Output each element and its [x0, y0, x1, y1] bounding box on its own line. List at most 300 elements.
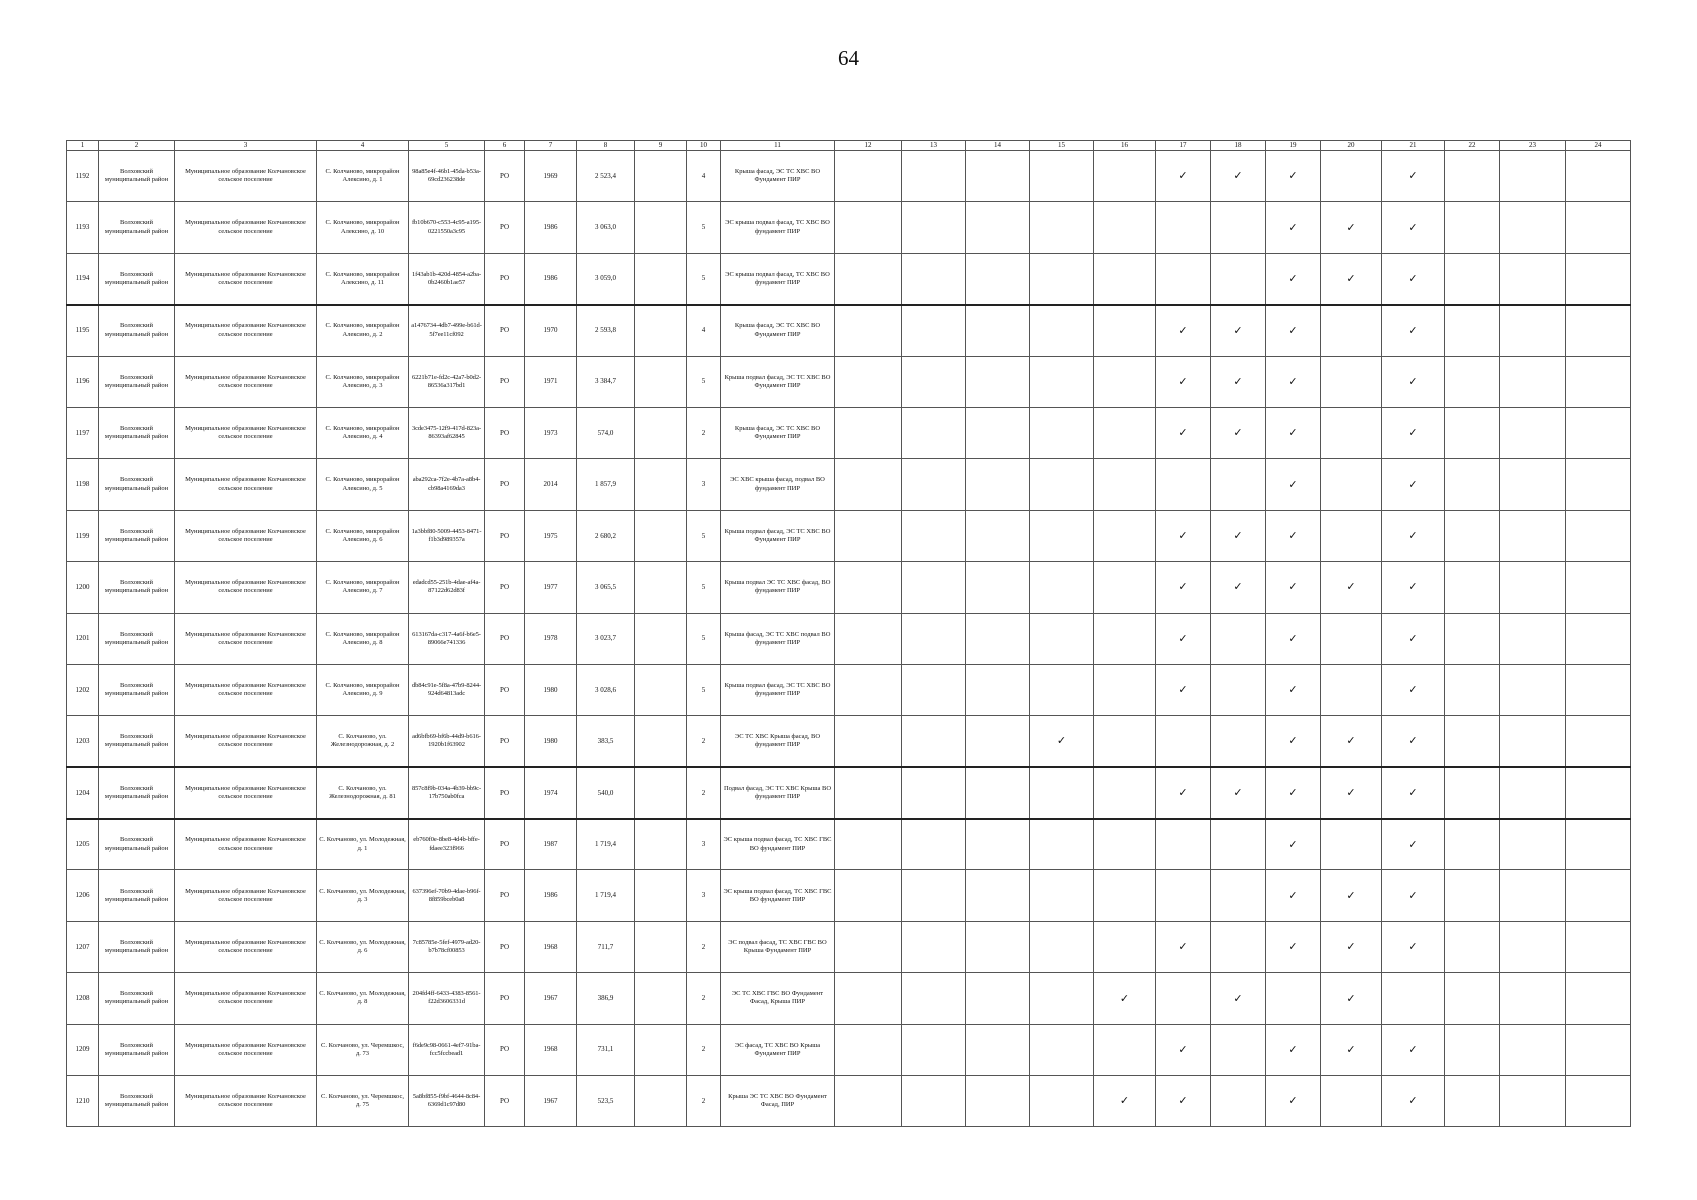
col10-cell: 3 [687, 459, 721, 510]
row-number: 1192 [67, 151, 99, 202]
col22-cell [1445, 870, 1500, 921]
col16-cell [1094, 253, 1156, 304]
house-code-cell: eb760f0e-8be8-4d4b-bffe-fdaee323f966 [409, 819, 485, 870]
col17-cell [1156, 562, 1211, 613]
checkmark-icon: ✓ [1288, 683, 1298, 697]
col17-cell [1156, 356, 1211, 407]
col19-cell [1266, 151, 1321, 202]
col14-cell [966, 562, 1030, 613]
row-number: 1199 [67, 510, 99, 561]
checkmark-icon: ✓ [1408, 683, 1418, 697]
table-row [67, 562, 1631, 613]
row-number: 1202 [67, 664, 99, 715]
year-cell: 1978 [525, 613, 577, 664]
col18-cell [1211, 356, 1266, 407]
checkmark-icon: ✓ [1288, 1094, 1298, 1108]
col22-cell [1445, 356, 1500, 407]
address-cell: С. Колчаново, ул. Черемшкос, д. 73 [317, 1024, 409, 1075]
area-cell: 523,5 [577, 1076, 635, 1127]
col14-cell [966, 870, 1030, 921]
col16-cell [1094, 664, 1156, 715]
area-cell: 711,7 [577, 921, 635, 972]
checkmark-icon: ✓ [1408, 374, 1418, 388]
col19-cell [1266, 356, 1321, 407]
year-cell: 1975 [525, 510, 577, 561]
district-cell: Волховский муниципальный район [99, 510, 175, 561]
col21-cell [1382, 664, 1445, 715]
checkmark-icon: ✓ [1233, 169, 1243, 183]
col22-cell [1445, 1076, 1500, 1127]
col13-cell [902, 767, 966, 818]
row-number: 1208 [67, 973, 99, 1024]
col13-cell [902, 613, 966, 664]
checkmark-icon: ✓ [1119, 1094, 1130, 1108]
col9-cell [635, 151, 687, 202]
col20-cell [1321, 151, 1382, 202]
col9-cell [635, 613, 687, 664]
col17-cell [1156, 1076, 1211, 1127]
col19-cell [1266, 459, 1321, 510]
address-cell: С. Колчаново, микрорайон Алексино, д. 3 [317, 356, 409, 407]
year-cell: 1977 [525, 562, 577, 613]
col10-cell: 4 [687, 305, 721, 356]
municipality-cell: Муниципальное образование Колчановское сельское поселение [175, 202, 317, 253]
housing-table [66, 140, 1631, 1127]
col19-cell [1266, 407, 1321, 458]
col22-cell [1445, 202, 1500, 253]
col19-cell [1266, 973, 1321, 1024]
col20-cell [1321, 1024, 1382, 1075]
district-cell: Волховский муниципальный район [99, 562, 175, 613]
municipality-cell: Муниципальное образование Колчановское сельское поселение [175, 716, 317, 767]
col13-cell [902, 664, 966, 715]
col22-cell [1445, 510, 1500, 561]
checkmark-icon: ✓ [1346, 580, 1356, 594]
col22-cell [1445, 716, 1500, 767]
area-cell: 386,9 [577, 973, 635, 1024]
checkmark-icon: ✓ [1408, 220, 1418, 234]
col24-cell [1566, 459, 1631, 510]
col20-cell [1321, 1076, 1382, 1127]
checkmark-icon: ✓ [1178, 426, 1188, 440]
col23-cell [1500, 407, 1566, 458]
house-code-cell: f6de9c98-0661-4ef7-91ba-fcc5fccbead1 [409, 1024, 485, 1075]
works-cell: ЭС подвал фасад, ТС ХВС ГВС ВО Крыша Фундамент ПИР [721, 921, 835, 972]
municipality-cell: Муниципальное образование Колчановское сельское поселение [175, 819, 317, 870]
col17-cell [1156, 253, 1211, 304]
col21-cell [1382, 973, 1445, 1024]
col19-cell [1266, 767, 1321, 818]
house-code-cell: db84c91e-5f8a-47b9-8244-924d64813adc [409, 664, 485, 715]
column-header-17: 17 [1156, 141, 1211, 151]
table-row [67, 819, 1631, 870]
col15-cell [1030, 921, 1094, 972]
column-header-6: 6 [485, 141, 525, 151]
col23-cell [1500, 1024, 1566, 1075]
year-cell: 1968 [525, 1024, 577, 1075]
table-body [67, 151, 1631, 1127]
checkmark-icon: ✓ [1178, 529, 1188, 543]
col15-cell [1030, 1024, 1094, 1075]
address-cell: С. Колчаново, микрорайон Алексино, д. 5 [317, 459, 409, 510]
col17-cell [1156, 819, 1211, 870]
col21-cell [1382, 716, 1445, 767]
col18-cell [1211, 1024, 1266, 1075]
table-row [67, 716, 1631, 767]
col12-cell [835, 973, 902, 1024]
checkmark-icon: ✓ [1346, 220, 1356, 234]
col18-cell [1211, 305, 1266, 356]
works-cell: Крыша ЭС ТС ХВС ВО Фундамент Фасад, ПИР [721, 1076, 835, 1127]
table-row [67, 151, 1631, 202]
municipality-cell: Муниципальное образование Колчановское сельское поселение [175, 151, 317, 202]
year-cell: 1986 [525, 202, 577, 253]
col15-cell [1030, 407, 1094, 458]
col9-cell [635, 1076, 687, 1127]
col12-cell [835, 716, 902, 767]
type-cell: РО [485, 510, 525, 561]
checkmark-icon: ✓ [1346, 888, 1356, 902]
col24-cell [1566, 870, 1631, 921]
checkmark-icon: ✓ [1178, 940, 1188, 954]
table-row [67, 202, 1631, 253]
column-header-10: 10 [687, 141, 721, 151]
col19-cell [1266, 202, 1321, 253]
checkmark-icon: ✓ [1288, 580, 1298, 594]
works-cell: ЭС крыша подвал фасад, ТС ХВС ВО фундамент ПИР [721, 253, 835, 304]
col9-cell [635, 664, 687, 715]
col19-cell [1266, 305, 1321, 356]
checkmark-icon: ✓ [1408, 1094, 1418, 1108]
col17-cell [1156, 921, 1211, 972]
column-header-21: 21 [1382, 141, 1445, 151]
col24-cell [1566, 1076, 1631, 1127]
house-code-cell: 637396ef-70b9-4dae-b96f-8f859bceb0a8 [409, 870, 485, 921]
checkmark-icon: ✓ [1119, 991, 1130, 1005]
municipality-cell: Муниципальное образование Колчановское сельское поселение [175, 1024, 317, 1075]
col22-cell [1445, 253, 1500, 304]
house-code-cell: 613167da-c317-4a6f-b6e5-89066e741336 [409, 613, 485, 664]
col24-cell [1566, 613, 1631, 664]
district-cell: Волховский муниципальный район [99, 305, 175, 356]
table-row [67, 305, 1631, 356]
house-code-cell: ad6bfb69-bf6b-44d9-b616-1920b1f63902 [409, 716, 485, 767]
col13-cell [902, 356, 966, 407]
col12-cell [835, 407, 902, 458]
checkmark-icon: ✓ [1408, 529, 1418, 543]
municipality-cell: Муниципальное образование Колчановское сельское поселение [175, 562, 317, 613]
municipality-cell: Муниципальное образование Колчановское сельское поселение [175, 253, 317, 304]
col12-cell [835, 613, 902, 664]
row-number: 1204 [67, 767, 99, 818]
table-row [67, 973, 1631, 1024]
row-number: 1207 [67, 921, 99, 972]
col18-cell [1211, 459, 1266, 510]
municipality-cell: Муниципальное образование Колчановское сельское поселение [175, 305, 317, 356]
table-row [67, 407, 1631, 458]
col10-cell: 3 [687, 819, 721, 870]
col18-cell [1211, 819, 1266, 870]
col9-cell [635, 819, 687, 870]
col12-cell [835, 664, 902, 715]
col9-cell [635, 716, 687, 767]
col24-cell [1566, 716, 1631, 767]
col23-cell [1500, 1076, 1566, 1127]
column-header-7: 7 [525, 141, 577, 151]
checkmark-icon: ✓ [1233, 529, 1243, 543]
col10-cell: 2 [687, 716, 721, 767]
area-cell: 2 593,8 [577, 305, 635, 356]
col13-cell [902, 151, 966, 202]
works-cell: Крыша фасад, ЭС ТС ХВС ВО Фундамент ПИР [721, 151, 835, 202]
col14-cell [966, 716, 1030, 767]
row-number: 1206 [67, 870, 99, 921]
col9-cell [635, 305, 687, 356]
district-cell: Волховский муниципальный район [99, 716, 175, 767]
checkmark-icon: ✓ [1056, 734, 1067, 748]
house-code-cell: 204fd4ff-6433-4383-8561-f22d3606331d [409, 973, 485, 1024]
type-cell: РО [485, 253, 525, 304]
col13-cell [902, 819, 966, 870]
checkmark-icon: ✓ [1233, 426, 1243, 440]
works-cell: ЭС крыша подвал фасад, ТС ХВС ГВС ВО фундамент ПИР [721, 819, 835, 870]
col19-cell [1266, 510, 1321, 561]
col16-cell [1094, 819, 1156, 870]
col20-cell [1321, 613, 1382, 664]
checkmark-icon: ✓ [1288, 529, 1298, 543]
col21-cell [1382, 819, 1445, 870]
district-cell: Волховский муниципальный район [99, 1076, 175, 1127]
house-code-cell: 1f43ab1b-420d-4854-a2ba-0b2460b1ae57 [409, 253, 485, 304]
col15-cell [1030, 356, 1094, 407]
row-number: 1205 [67, 819, 99, 870]
works-cell: Крыша фасад, ЭС ТС ХВС подвал ВО фундамент ПИР [721, 613, 835, 664]
col14-cell [966, 973, 1030, 1024]
district-cell: Волховский муниципальный район [99, 767, 175, 818]
col23-cell [1500, 356, 1566, 407]
address-cell: С. Колчаново, ул. Железнодорожная, д. 2 [317, 716, 409, 767]
col10-cell: 5 [687, 253, 721, 304]
column-header-24: 24 [1566, 141, 1631, 151]
col21-cell [1382, 151, 1445, 202]
col15-cell [1030, 973, 1094, 1024]
district-cell: Волховский муниципальный район [99, 664, 175, 715]
col12-cell [835, 151, 902, 202]
col16-cell [1094, 356, 1156, 407]
type-cell: РО [485, 921, 525, 972]
col20-cell [1321, 921, 1382, 972]
checkmark-icon: ✓ [1288, 786, 1298, 799]
col20-cell [1321, 819, 1382, 870]
type-cell: РО [485, 767, 525, 818]
col9-cell [635, 459, 687, 510]
works-cell: Крыша подвал фасад, ЭС ТС ХВС ВО фундамент ПИР [721, 664, 835, 715]
district-cell: Волховский муниципальный район [99, 253, 175, 304]
col13-cell [902, 305, 966, 356]
col18-cell [1211, 151, 1266, 202]
col24-cell [1566, 1024, 1631, 1075]
area-cell: 3 384,7 [577, 356, 635, 407]
type-cell: РО [485, 407, 525, 458]
col10-cell: 5 [687, 356, 721, 407]
district-cell: Волховский муниципальный район [99, 870, 175, 921]
col18-cell [1211, 202, 1266, 253]
col21-cell [1382, 562, 1445, 613]
col14-cell [966, 1024, 1030, 1075]
district-cell: Волховский муниципальный район [99, 1024, 175, 1075]
col10-cell: 2 [687, 1076, 721, 1127]
works-cell: ЭС фасад, ТС ХВС ВО Крыша Фундамент ПИР [721, 1024, 835, 1075]
col13-cell [902, 253, 966, 304]
area-cell: 1 857,9 [577, 459, 635, 510]
col20-cell [1321, 716, 1382, 767]
col24-cell [1566, 356, 1631, 407]
type-cell: РО [485, 305, 525, 356]
municipality-cell: Муниципальное образование Колчановское сельское поселение [175, 356, 317, 407]
col17-cell [1156, 716, 1211, 767]
type-cell: РО [485, 1076, 525, 1127]
col9-cell [635, 510, 687, 561]
col9-cell [635, 870, 687, 921]
col23-cell [1500, 716, 1566, 767]
checkmark-icon: ✓ [1178, 786, 1188, 799]
col15-cell [1030, 151, 1094, 202]
col10-cell: 5 [687, 202, 721, 253]
house-code-cell: 3cde3475-12f9-417d-823a-86393af62845 [409, 407, 485, 458]
col16-cell [1094, 870, 1156, 921]
col23-cell [1500, 819, 1566, 870]
checkmark-icon: ✓ [1408, 426, 1418, 440]
house-code-cell: 98a85e4f-46b1-45da-b53a-69cd236238de [409, 151, 485, 202]
checkmark-icon: ✓ [1178, 1094, 1188, 1108]
checkmark-icon: ✓ [1288, 477, 1298, 491]
col10-cell: 2 [687, 767, 721, 818]
area-cell: 2 523,4 [577, 151, 635, 202]
col10-cell: 5 [687, 613, 721, 664]
column-header-15: 15 [1030, 141, 1094, 151]
checkmark-icon: ✓ [1233, 991, 1243, 1005]
year-cell: 1970 [525, 305, 577, 356]
checkmark-icon: ✓ [1408, 169, 1418, 183]
year-cell: 1974 [525, 767, 577, 818]
checkmark-icon: ✓ [1233, 323, 1243, 337]
col17-cell [1156, 407, 1211, 458]
checkmark-icon: ✓ [1288, 169, 1298, 183]
district-cell: Волховский муниципальный район [99, 407, 175, 458]
district-cell: Волховский муниципальный район [99, 459, 175, 510]
col19-cell [1266, 716, 1321, 767]
col16-cell [1094, 1076, 1156, 1127]
checkmark-icon: ✓ [1346, 940, 1356, 954]
house-code-cell: fb10b670-c553-4c95-a195-0221550a3c95 [409, 202, 485, 253]
column-header-4: 4 [317, 141, 409, 151]
house-code-cell: 857c8f9b-034a-4b39-bb9c-17b750ab0fca [409, 767, 485, 818]
col21-cell [1382, 613, 1445, 664]
col9-cell [635, 253, 687, 304]
col20-cell [1321, 664, 1382, 715]
col9-cell [635, 921, 687, 972]
col18-cell [1211, 973, 1266, 1024]
col23-cell [1500, 510, 1566, 561]
col18-cell [1211, 767, 1266, 818]
col16-cell [1094, 510, 1156, 561]
type-cell: РО [485, 819, 525, 870]
col19-cell [1266, 870, 1321, 921]
row-number: 1203 [67, 716, 99, 767]
col21-cell [1382, 253, 1445, 304]
type-cell: РО [485, 202, 525, 253]
row-number: 1198 [67, 459, 99, 510]
col18-cell [1211, 613, 1266, 664]
col16-cell [1094, 767, 1156, 818]
col19-cell [1266, 921, 1321, 972]
address-cell: С. Колчаново, микрорайон Алексино, д. 4 [317, 407, 409, 458]
col18-cell [1211, 1076, 1266, 1127]
checkmark-icon: ✓ [1288, 940, 1298, 954]
col19-cell [1266, 613, 1321, 664]
checkmark-icon: ✓ [1233, 786, 1243, 799]
checkmark-icon: ✓ [1288, 374, 1298, 388]
type-cell: РО [485, 356, 525, 407]
col16-cell [1094, 202, 1156, 253]
col14-cell [966, 305, 1030, 356]
checkmark-icon: ✓ [1408, 271, 1418, 285]
col9-cell [635, 407, 687, 458]
col12-cell [835, 1076, 902, 1127]
col21-cell [1382, 305, 1445, 356]
col18-cell [1211, 562, 1266, 613]
area-cell: 3 023,7 [577, 613, 635, 664]
col24-cell [1566, 151, 1631, 202]
col16-cell [1094, 407, 1156, 458]
col22-cell [1445, 151, 1500, 202]
col10-cell: 3 [687, 870, 721, 921]
table-row [67, 253, 1631, 304]
col17-cell [1156, 305, 1211, 356]
year-cell: 1968 [525, 921, 577, 972]
col14-cell [966, 202, 1030, 253]
municipality-cell: Муниципальное образование Колчановское сельское поселение [175, 1076, 317, 1127]
col14-cell [966, 819, 1030, 870]
checkmark-icon: ✓ [1408, 323, 1418, 337]
col24-cell [1566, 819, 1631, 870]
row-number: 1210 [67, 1076, 99, 1127]
type-cell: РО [485, 664, 525, 715]
col21-cell [1382, 407, 1445, 458]
col20-cell [1321, 407, 1382, 458]
col15-cell [1030, 510, 1094, 561]
col23-cell [1500, 562, 1566, 613]
checkmark-icon: ✓ [1178, 323, 1188, 337]
col15-cell [1030, 305, 1094, 356]
column-header-19: 19 [1266, 141, 1321, 151]
address-cell: С. Колчаново, микрорайон Алексино, д. 2 [317, 305, 409, 356]
col12-cell [835, 1024, 902, 1075]
row-number: 1196 [67, 356, 99, 407]
col9-cell [635, 973, 687, 1024]
row-number: 1201 [67, 613, 99, 664]
municipality-cell: Муниципальное образование Колчановское сельское поселение [175, 921, 317, 972]
address-cell: С. Колчаново, ул. Молодежная, д. 8 [317, 973, 409, 1024]
col13-cell [902, 1024, 966, 1075]
house-code-cell: edadcd55-251b-4dae-af4a-87122d62d83f [409, 562, 485, 613]
col24-cell [1566, 767, 1631, 818]
checkmark-icon: ✓ [1288, 220, 1298, 234]
checkmark-icon: ✓ [1346, 734, 1356, 748]
area-cell: 1 719,4 [577, 819, 635, 870]
checkmark-icon: ✓ [1178, 631, 1188, 645]
column-header-5: 5 [409, 141, 485, 151]
